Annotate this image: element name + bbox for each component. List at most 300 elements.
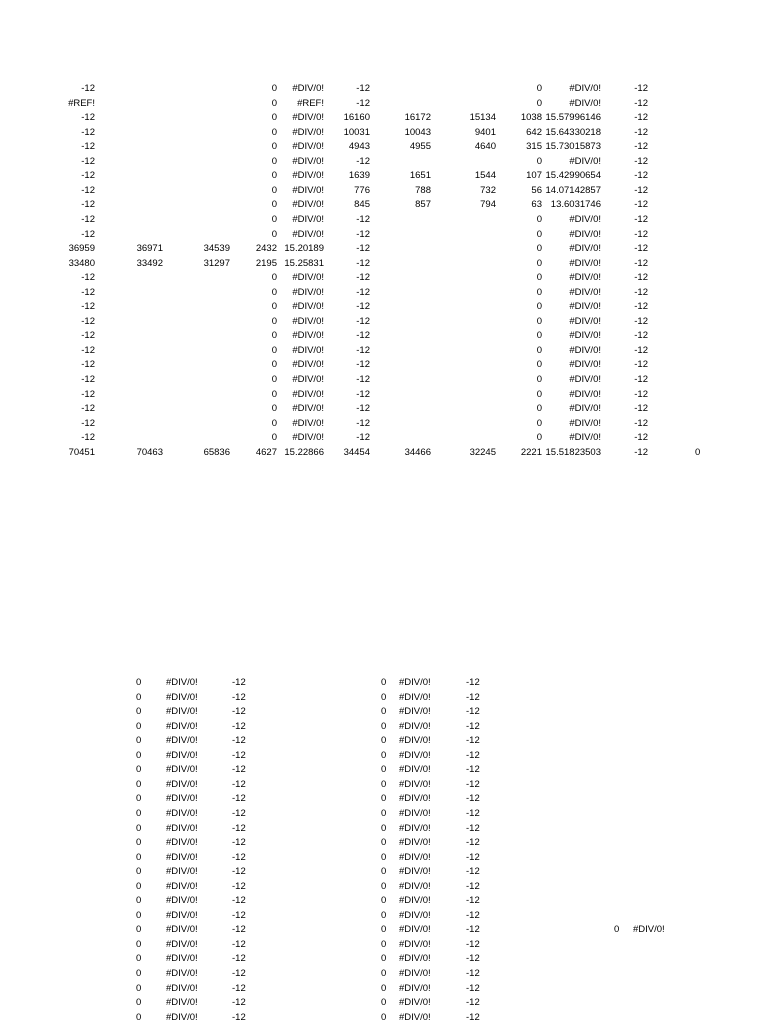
- table-cell: 70463: [136, 447, 163, 458]
- block-value: -12: [232, 939, 246, 950]
- block-error: #DIV/0!: [166, 750, 198, 761]
- table-cell: #DIV/0!: [569, 374, 601, 385]
- block-error: #DIV/0!: [166, 895, 198, 906]
- block-value: -12: [466, 983, 480, 994]
- block-zero: 0: [381, 895, 387, 906]
- block-value: -12: [232, 779, 246, 790]
- table-cell: #DIV/0!: [292, 185, 324, 196]
- table-cell: 0: [271, 316, 277, 327]
- block-error: #DIV/0!: [166, 692, 198, 703]
- table-cell: 33480: [68, 258, 95, 269]
- table-cell: -12: [81, 432, 95, 443]
- table-cell: 315: [526, 141, 542, 152]
- table-cell: 0: [271, 432, 277, 443]
- table-cell: 65836: [203, 447, 230, 458]
- table-cell: 788: [415, 185, 431, 196]
- table-cell: #DIV/0!: [569, 389, 601, 400]
- block-zero: 0: [381, 1012, 387, 1023]
- table-cell: -12: [356, 330, 370, 341]
- block-zero: 0: [381, 881, 387, 892]
- table-cell: -12: [356, 258, 370, 269]
- table-cell: -12: [356, 418, 370, 429]
- block-zero: 0: [381, 750, 387, 761]
- table-cell: -12: [634, 301, 648, 312]
- table-cell: 4955: [409, 141, 431, 152]
- block-zero: 0: [136, 735, 142, 746]
- table-cell: 0: [536, 432, 542, 443]
- table-cell: #REF!: [68, 98, 95, 109]
- block-zero: 0: [136, 721, 142, 732]
- table-cell: #DIV/0!: [569, 258, 601, 269]
- block-value: -12: [232, 837, 246, 848]
- block-zero: 0: [381, 837, 387, 848]
- block-zero: 0: [381, 677, 387, 688]
- table-cell: #DIV/0!: [292, 127, 324, 138]
- table-cell: -12: [81, 359, 95, 370]
- block-error: #DIV/0!: [399, 750, 431, 761]
- block-error: #DIV/0!: [399, 735, 431, 746]
- table-cell: -12: [634, 199, 648, 210]
- table-cell: 0: [536, 301, 542, 312]
- table-cell: 56: [531, 185, 542, 196]
- block-error: #DIV/0!: [166, 866, 198, 877]
- block-value: -12: [232, 1012, 246, 1023]
- block-value: -12: [232, 750, 246, 761]
- table-cell: 0: [271, 170, 277, 181]
- block-error: #DIV/0!: [399, 692, 431, 703]
- table-cell: #DIV/0!: [569, 316, 601, 327]
- table-cell: -12: [81, 83, 95, 94]
- block-error: #DIV/0!: [633, 924, 665, 935]
- table-cell: -12: [634, 287, 648, 298]
- table-cell: 0: [271, 374, 277, 385]
- block-value: -12: [466, 808, 480, 819]
- table-cell: -12: [81, 345, 95, 356]
- table-cell: -12: [356, 389, 370, 400]
- table-cell: 0: [536, 359, 542, 370]
- table-cell: 31297: [203, 258, 230, 269]
- table-cell: 10043: [404, 127, 431, 138]
- block-error: #DIV/0!: [166, 924, 198, 935]
- block-error: #DIV/0!: [166, 721, 198, 732]
- table-cell: 0: [271, 229, 277, 240]
- block-zero: 0: [136, 983, 142, 994]
- block-zero: 0: [136, 793, 142, 804]
- block-zero: 0: [136, 750, 142, 761]
- block-zero: 0: [381, 983, 387, 994]
- table-cell-extra: 0: [695, 447, 701, 458]
- table-cell: -12: [634, 229, 648, 240]
- block-zero: 0: [136, 881, 142, 892]
- table-cell: -12: [634, 345, 648, 356]
- block-error: #DIV/0!: [166, 910, 198, 921]
- block-value: -12: [466, 750, 480, 761]
- block-zero: 0: [136, 866, 142, 877]
- table-cell: 9401: [474, 127, 496, 138]
- table-cell: #DIV/0!: [292, 214, 324, 225]
- block-error: #DIV/0!: [399, 881, 431, 892]
- table-cell: 0: [536, 418, 542, 429]
- table-cell: 63: [531, 199, 542, 210]
- table-cell: -12: [81, 199, 95, 210]
- table-cell: 0: [271, 127, 277, 138]
- block-error: #DIV/0!: [166, 953, 198, 964]
- block-zero: 0: [136, 852, 142, 863]
- block-error: #DIV/0!: [399, 706, 431, 717]
- table-cell: 34539: [203, 243, 230, 254]
- block-value: -12: [466, 852, 480, 863]
- table-cell: -12: [356, 272, 370, 283]
- table-cell: 0: [271, 301, 277, 312]
- block-value: -12: [232, 735, 246, 746]
- table-cell: -12: [81, 112, 95, 123]
- table-cell: -12: [634, 359, 648, 370]
- table-cell: -12: [81, 141, 95, 152]
- table-cell: 0: [271, 418, 277, 429]
- table-cell: 10031: [343, 127, 370, 138]
- table-cell: -12: [356, 98, 370, 109]
- block-value: -12: [466, 779, 480, 790]
- block-error: #DIV/0!: [166, 677, 198, 688]
- table-cell: 1651: [409, 170, 431, 181]
- table-cell: 13.6031746: [550, 199, 601, 210]
- block-error: #DIV/0!: [399, 823, 431, 834]
- table-cell: 0: [271, 389, 277, 400]
- table-cell: 857: [415, 199, 431, 210]
- block-zero: 0: [136, 677, 142, 688]
- block-error: #DIV/0!: [399, 793, 431, 804]
- block-zero: 0: [381, 866, 387, 877]
- table-cell: 34454: [343, 447, 370, 458]
- block-value: -12: [466, 997, 480, 1008]
- block-value: -12: [466, 793, 480, 804]
- block-error: #DIV/0!: [166, 881, 198, 892]
- block-zero: 0: [381, 939, 387, 950]
- table-cell: 0: [536, 374, 542, 385]
- table-cell: -12: [356, 316, 370, 327]
- table-cell: -12: [81, 272, 95, 283]
- block-value: -12: [232, 881, 246, 892]
- table-cell: #DIV/0!: [569, 418, 601, 429]
- table-cell: 0: [271, 330, 277, 341]
- block-value: -12: [232, 997, 246, 1008]
- block-error: #DIV/0!: [399, 968, 431, 979]
- table-cell: -12: [356, 359, 370, 370]
- table-cell: 0: [536, 403, 542, 414]
- table-cell: #DIV/0!: [569, 98, 601, 109]
- table-cell: -12: [81, 301, 95, 312]
- table-cell: -12: [356, 243, 370, 254]
- table-cell: 0: [536, 156, 542, 167]
- block-error: #DIV/0!: [166, 939, 198, 950]
- block-value: -12: [466, 939, 480, 950]
- table-cell: -12: [634, 447, 648, 458]
- block-error: #DIV/0!: [166, 1012, 198, 1023]
- table-cell: -12: [634, 374, 648, 385]
- table-cell: #DIV/0!: [292, 403, 324, 414]
- block-error: #DIV/0!: [399, 1012, 431, 1023]
- block-error: #DIV/0!: [166, 852, 198, 863]
- table-cell: 36959: [68, 243, 95, 254]
- table-cell: 15.20189: [284, 243, 324, 254]
- block-value: -12: [466, 764, 480, 775]
- table-cell: -12: [81, 287, 95, 298]
- table-cell: 0: [271, 185, 277, 196]
- block-zero: 0: [136, 779, 142, 790]
- table-cell: #DIV/0!: [569, 403, 601, 414]
- table-cell: 2221: [520, 447, 542, 458]
- table-cell: 34466: [404, 447, 431, 458]
- block-zero: 0: [136, 924, 142, 935]
- table-cell: 0: [536, 330, 542, 341]
- table-cell: -12: [634, 403, 648, 414]
- table-cell: 776: [354, 185, 370, 196]
- block-value: -12: [232, 895, 246, 906]
- table-cell: 16160: [343, 112, 370, 123]
- block-error: #DIV/0!: [399, 764, 431, 775]
- table-cell: 14.07142857: [545, 185, 601, 196]
- block-error: #DIV/0!: [166, 823, 198, 834]
- table-cell: 1639: [348, 170, 370, 181]
- table-cell: #DIV/0!: [569, 272, 601, 283]
- table-cell: #DIV/0!: [292, 199, 324, 210]
- block-error: #DIV/0!: [166, 764, 198, 775]
- block-error: #DIV/0!: [399, 939, 431, 950]
- table-cell: #DIV/0!: [569, 432, 601, 443]
- table-cell: #DIV/0!: [569, 229, 601, 240]
- table-cell: 2195: [255, 258, 277, 269]
- table-cell: -12: [634, 127, 648, 138]
- table-cell: #DIV/0!: [292, 156, 324, 167]
- table-cell: #DIV/0!: [292, 418, 324, 429]
- block-zero: 0: [381, 692, 387, 703]
- table-cell: #DIV/0!: [569, 214, 601, 225]
- table-cell: #DIV/0!: [292, 112, 324, 123]
- block-error: #DIV/0!: [399, 721, 431, 732]
- block-zero: 0: [136, 910, 142, 921]
- block-value: -12: [466, 968, 480, 979]
- table-cell: 0: [271, 83, 277, 94]
- block-zero: 0: [381, 779, 387, 790]
- table-cell: -12: [81, 374, 95, 385]
- block-zero: 0: [381, 808, 387, 819]
- table-cell: -12: [81, 214, 95, 225]
- table-cell: -12: [634, 432, 648, 443]
- table-cell: 0: [271, 98, 277, 109]
- table-cell: 0: [536, 214, 542, 225]
- block-zero: 0: [614, 924, 620, 935]
- block-value: -12: [466, 910, 480, 921]
- table-cell: #DIV/0!: [569, 330, 601, 341]
- table-cell: #DIV/0!: [569, 243, 601, 254]
- table-cell: #DIV/0!: [292, 359, 324, 370]
- table-cell: -12: [356, 432, 370, 443]
- block-error: #DIV/0!: [399, 866, 431, 877]
- block-value: -12: [232, 793, 246, 804]
- block-zero: 0: [136, 895, 142, 906]
- block-value: -12: [466, 837, 480, 848]
- block-value: -12: [232, 808, 246, 819]
- table-cell: 0: [271, 156, 277, 167]
- block-zero: 0: [136, 706, 142, 717]
- table-cell: -12: [356, 374, 370, 385]
- table-cell: #DIV/0!: [292, 389, 324, 400]
- table-cell: 70451: [68, 447, 95, 458]
- table-cell: -12: [634, 389, 648, 400]
- table-cell: -12: [356, 156, 370, 167]
- table-cell: 0: [271, 272, 277, 283]
- table-cell: 15.64330218: [545, 127, 601, 138]
- table-cell: #DIV/0!: [292, 229, 324, 240]
- block-value: -12: [232, 764, 246, 775]
- block-error: #DIV/0!: [399, 808, 431, 819]
- block-zero: 0: [136, 823, 142, 834]
- table-cell: -12: [634, 185, 648, 196]
- block-zero: 0: [381, 721, 387, 732]
- table-cell: -12: [356, 287, 370, 298]
- block-zero: 0: [381, 953, 387, 964]
- block-zero: 0: [136, 953, 142, 964]
- block-value: -12: [232, 910, 246, 921]
- block-error: #DIV/0!: [166, 735, 198, 746]
- block-error: #DIV/0!: [166, 779, 198, 790]
- table-cell: -12: [634, 316, 648, 327]
- block-value: -12: [466, 706, 480, 717]
- block-error: #DIV/0!: [166, 706, 198, 717]
- table-cell: -12: [81, 330, 95, 341]
- block-zero: 0: [136, 837, 142, 848]
- table-cell: 0: [271, 214, 277, 225]
- block-error: #DIV/0!: [399, 910, 431, 921]
- block-error: #DIV/0!: [399, 997, 431, 1008]
- table-cell: 1038: [520, 112, 542, 123]
- table-cell: #DIV/0!: [292, 374, 324, 385]
- table-cell: -12: [634, 418, 648, 429]
- table-cell: 0: [536, 272, 542, 283]
- block-value: -12: [466, 881, 480, 892]
- block-error: #DIV/0!: [399, 837, 431, 848]
- block-zero: 0: [381, 735, 387, 746]
- table-cell: #DIV/0!: [292, 301, 324, 312]
- block-zero: 0: [381, 764, 387, 775]
- table-cell: 0: [536, 98, 542, 109]
- table-cell: 0: [271, 287, 277, 298]
- table-cell: 0: [536, 287, 542, 298]
- table-cell: 4627: [255, 447, 277, 458]
- block-zero: 0: [136, 939, 142, 950]
- block-zero: 0: [381, 793, 387, 804]
- table-cell: -12: [81, 403, 95, 414]
- block-zero: 0: [136, 692, 142, 703]
- table-cell: 36971: [136, 243, 163, 254]
- table-cell: -12: [356, 83, 370, 94]
- block-zero: 0: [381, 823, 387, 834]
- block-error: #DIV/0!: [399, 924, 431, 935]
- table-cell: 15134: [469, 112, 496, 123]
- table-cell: #DIV/0!: [292, 432, 324, 443]
- table-cell: #DIV/0!: [569, 156, 601, 167]
- block-zero: 0: [381, 997, 387, 1008]
- table-cell: 1544: [474, 170, 496, 181]
- table-cell: -12: [634, 170, 648, 181]
- table-cell: #DIV/0!: [292, 330, 324, 341]
- table-cell: -12: [634, 258, 648, 269]
- table-cell: #DIV/0!: [569, 83, 601, 94]
- table-cell: 732: [480, 185, 496, 196]
- table-cell: #DIV/0!: [292, 141, 324, 152]
- block-zero: 0: [381, 968, 387, 979]
- block-error: #DIV/0!: [166, 968, 198, 979]
- table-cell: #DIV/0!: [292, 272, 324, 283]
- table-cell: #DIV/0!: [292, 287, 324, 298]
- table-cell: 0: [536, 243, 542, 254]
- table-cell: -12: [356, 403, 370, 414]
- block-error: #DIV/0!: [399, 953, 431, 964]
- block-error: #DIV/0!: [399, 983, 431, 994]
- block-zero: 0: [136, 1012, 142, 1023]
- table-cell: #DIV/0!: [569, 287, 601, 298]
- table-cell: #DIV/0!: [569, 345, 601, 356]
- block-value: -12: [232, 924, 246, 935]
- table-cell: 0: [536, 389, 542, 400]
- block-error: #DIV/0!: [166, 997, 198, 1008]
- table-cell: 0: [271, 141, 277, 152]
- table-cell: -12: [634, 156, 648, 167]
- table-cell: 0: [536, 345, 542, 356]
- table-cell: 0: [271, 112, 277, 123]
- block-value: -12: [466, 735, 480, 746]
- table-cell: 845: [354, 199, 370, 210]
- table-cell: -12: [81, 170, 95, 181]
- table-cell: 642: [526, 127, 542, 138]
- table-cell: 15.25831: [284, 258, 324, 269]
- table-cell: 33492: [136, 258, 163, 269]
- block-zero: 0: [381, 910, 387, 921]
- table-cell: -12: [356, 229, 370, 240]
- block-value: -12: [232, 852, 246, 863]
- table-cell: 107: [526, 170, 542, 181]
- block-zero: 0: [381, 706, 387, 717]
- block-error: #DIV/0!: [399, 895, 431, 906]
- table-cell: -12: [81, 156, 95, 167]
- block-error: #DIV/0!: [399, 677, 431, 688]
- block-value: -12: [466, 823, 480, 834]
- block-error: #DIV/0!: [166, 808, 198, 819]
- table-cell: -12: [81, 185, 95, 196]
- block-error: #DIV/0!: [166, 837, 198, 848]
- block-value: -12: [232, 706, 246, 717]
- block-zero: 0: [136, 997, 142, 1008]
- table-cell: -12: [356, 345, 370, 356]
- table-cell: 0: [536, 229, 542, 240]
- table-cell: -12: [81, 229, 95, 240]
- table-cell: -12: [81, 389, 95, 400]
- table-cell: #REF!: [297, 98, 324, 109]
- table-cell: 15.57996146: [545, 112, 601, 123]
- block-zero: 0: [381, 852, 387, 863]
- block-zero: 0: [136, 764, 142, 775]
- table-cell: -12: [356, 214, 370, 225]
- table-cell: 15.51823503: [545, 447, 601, 458]
- table-cell: 0: [271, 345, 277, 356]
- block-value: -12: [466, 953, 480, 964]
- table-cell: 4640: [474, 141, 496, 152]
- table-cell: -12: [634, 141, 648, 152]
- block-value: -12: [232, 823, 246, 834]
- block-value: -12: [232, 983, 246, 994]
- table-cell: 0: [536, 83, 542, 94]
- table-cell: 0: [536, 258, 542, 269]
